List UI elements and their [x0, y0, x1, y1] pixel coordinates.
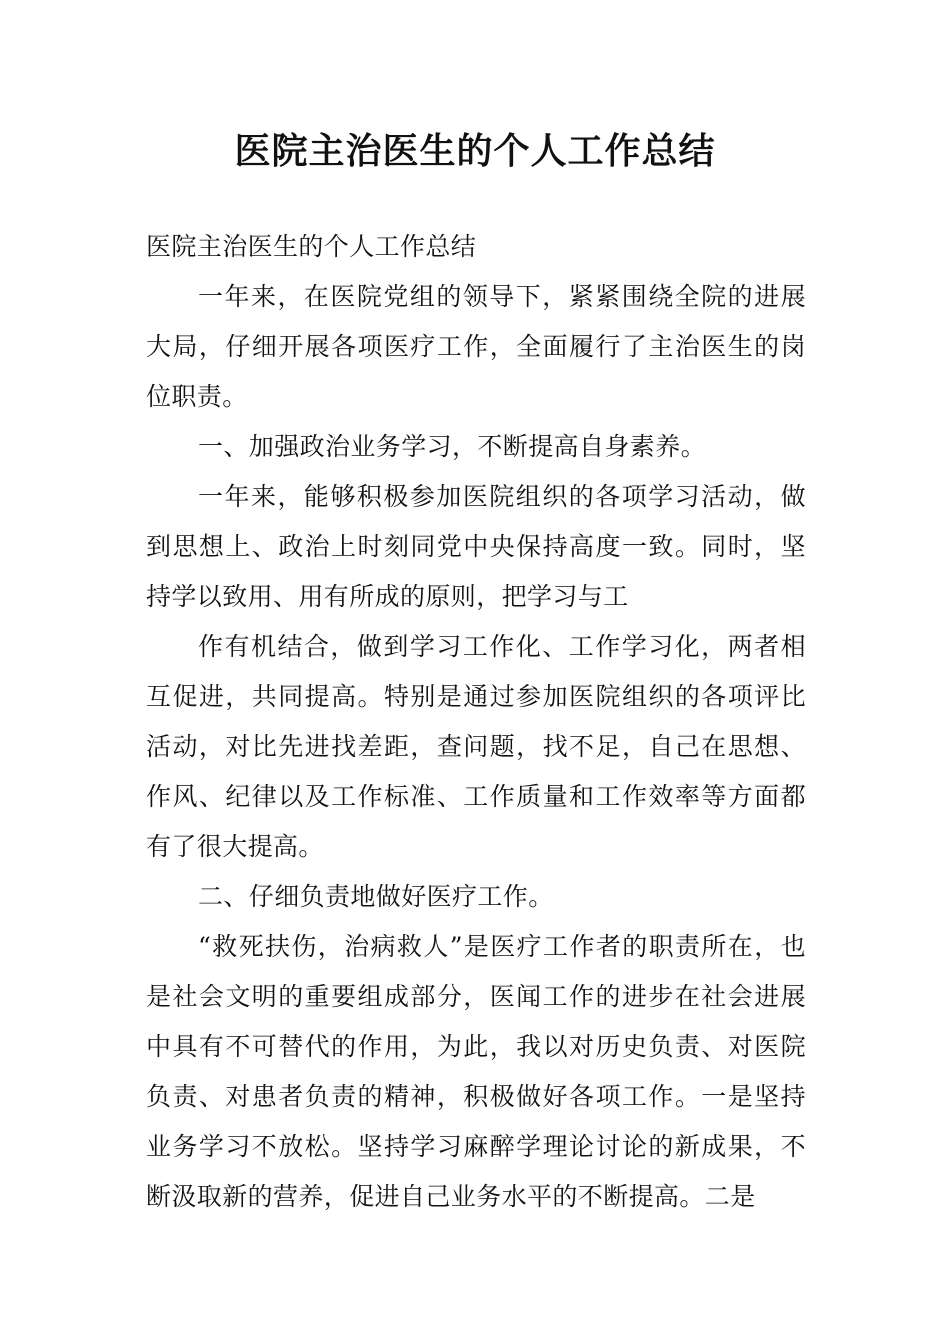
- paragraph-study-2: 作有机结合，做到学习工作化、工作学习化，两者相互促进，共同提高。特别是通过参加医院组织的各项评比活动，对比先进找差距，查问题，找不足，自己在思想、作风、纪律以及工作标准、工作质量和工作效率等方面都有了很大提高。: [146, 632, 806, 861]
- paragraph-subtitle: 医院主治医生的个人工作总结: [146, 232, 477, 261]
- paragraph-intro: 一年来，在医院党组的领导下，紧紧围绕全院的进展大局，仔细开展各项医疗工作，全面履行了主治医生的岗位职责。: [146, 282, 806, 411]
- document-title: 医院主治医生的个人工作总结: [234, 131, 716, 172]
- section-heading-1: 一、加强政治业务学习，不断提高自身素养。: [198, 432, 707, 461]
- paragraph-medical-work: “救死扶伤，治病救人”是医疗工作者的职责所在，也是社会文明的重要组成部分，医闻工作的进步在社会进展中具有不可替代的作用，为此，我以对历史负责、对医院负责、对患者负责的精神，积极做好各项工作。一是坚持业务学习不放松。坚持学习麻醉学理论讨论的新成果，不断汲取新的营养，促进自己业务水平的不断提高。二是: [146, 932, 806, 1211]
- section-heading-2: 二、仔细负责地做好医疗工作。: [198, 882, 554, 911]
- document-body: [146, 222, 806, 1222]
- paragraph-study-1: 一年来，能够积极参加医院组织的各项学习活动，做到思想上、政治上时刻同党中央保持高度一致。同时，坚持学以致用、用有所成的原则，把学习与工: [146, 482, 806, 611]
